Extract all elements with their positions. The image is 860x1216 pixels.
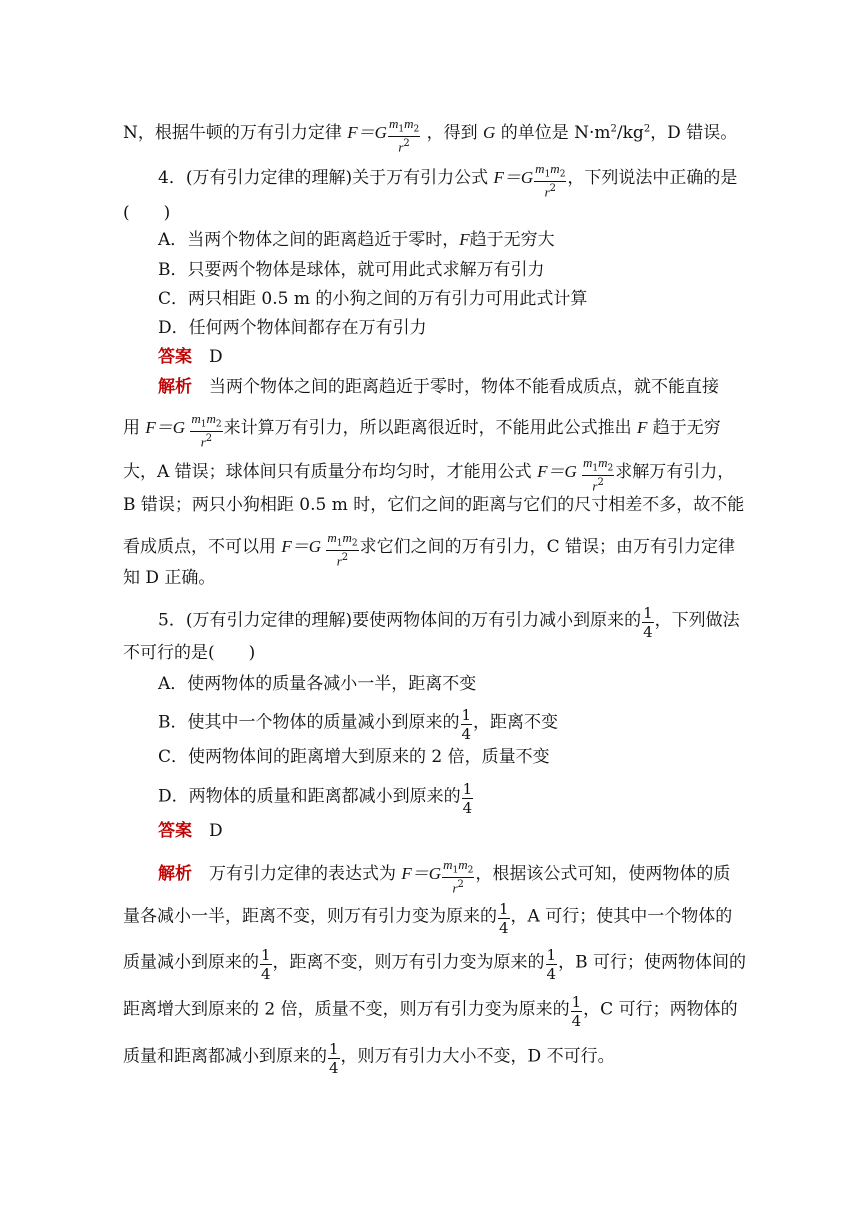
text-segment: ，A 可行；使其中一个物体的 bbox=[510, 906, 733, 927]
question-5-explanation-line-5 bbox=[123, 1040, 743, 1077]
text-segment: 趋于无穷大 bbox=[469, 230, 555, 250]
text-segment: ，B 可行；使两物体间的 bbox=[558, 952, 746, 973]
question-5-heading-line-2: 不可行的是( ) bbox=[123, 643, 256, 663]
text-segment: N，根据牛顿的万有引力定律 bbox=[123, 122, 342, 143]
text-segment: 的单位是 N·m bbox=[500, 122, 611, 143]
text-segment: 看成质点，不可以用 bbox=[123, 536, 276, 557]
question-5-option-b bbox=[158, 706, 778, 743]
question-4-option-b: B．只要两个物体是球体，就可用此式求解万有引力 bbox=[158, 260, 545, 280]
text-segment: 用 bbox=[123, 417, 140, 438]
fraction-m1m2-over-r2: $\frac{m_1m_2}{r^2}$ bbox=[583, 455, 614, 493]
explanation-label: 解析 bbox=[158, 377, 192, 397]
text-segment: 4．(万有引力定律的理解)关于万有引力公式 bbox=[158, 167, 489, 188]
question-4-explanation-line-4: B 错误；两只小狗相距 0.5 m 时，它们之间的距离与它们的尺寸相差不多，故不能 bbox=[123, 495, 745, 515]
question-5-option-a: A．使两物体的质量各减小一半，距离不变 bbox=[158, 674, 477, 694]
fraction-one-quarter: $\frac{1}{4}$ bbox=[546, 946, 557, 983]
text-segment: ，下列说法中正确的是 bbox=[567, 167, 738, 188]
text-segment: ，距离不变 bbox=[473, 712, 559, 733]
formula-lhs: F＝G bbox=[493, 167, 534, 187]
formula-lhs: F＝G bbox=[281, 536, 326, 556]
formula-lhs: F＝G bbox=[401, 863, 442, 883]
var-G: G bbox=[483, 122, 496, 142]
text-segment: 质量和距离都减小到原来的 bbox=[123, 1046, 327, 1067]
text-segment: 求解万有引力， bbox=[615, 461, 735, 482]
answer-label: 答案 bbox=[158, 347, 192, 367]
fraction-one-quarter: $\frac{1}{4}$ bbox=[461, 706, 472, 743]
var-F: F bbox=[459, 230, 470, 249]
formula-lhs: F＝G bbox=[537, 461, 582, 481]
answer-value: D bbox=[209, 347, 223, 367]
fraction-m1m2-over-r2: $\frac{m_1m_2}{r^2}$ bbox=[327, 530, 358, 568]
question-4-explanation-line-6: 知 D 正确。 bbox=[123, 568, 216, 588]
question-5-explanation-line-3 bbox=[123, 946, 746, 983]
answer-value: D bbox=[209, 821, 223, 841]
text-segment: ，距离不变，则万有引力变为原来的 bbox=[272, 952, 545, 973]
question-5-option-d bbox=[158, 780, 778, 817]
text-segment: 趋于无穷 bbox=[652, 417, 721, 438]
text-segment: 5．(万有引力定律的理解)要使两物体间的万有引力减小到原来的 bbox=[158, 610, 642, 631]
text-segment: 距离增大到原来的 2 倍，质量不变，则万有引力变为原来的 bbox=[123, 999, 570, 1020]
question-4-option-d: D．任何两个物体间都存在万有引力 bbox=[158, 318, 427, 338]
question-4-option-c: C．两只相距 0.5 m 的小狗之间的万有引力可用此式计算 bbox=[158, 289, 588, 309]
text-segment: 量各减小一半，距离不变，则万有引力变为原来的 bbox=[123, 906, 497, 927]
answer-label: 答案 bbox=[158, 821, 192, 841]
question-4-explanation-line-3 bbox=[123, 454, 743, 491]
fraction-m1m2-over-r2: $\frac{m_1m_2}{r^2}$ bbox=[191, 411, 222, 449]
text-segment: 求它们之间的万有引力，C 错误；由万有引力定律 bbox=[359, 536, 735, 557]
fraction-m1m2-over-r2: $\frac{m_1m_2}{r^2}$ bbox=[535, 161, 566, 199]
formula-lhs: F＝G bbox=[145, 417, 190, 437]
question-5-explanation-line-1 bbox=[158, 856, 778, 893]
text-line-1 bbox=[123, 115, 743, 152]
question-5-heading bbox=[158, 604, 778, 641]
exponent: 2 bbox=[643, 123, 651, 135]
text-segment: 万有引力定律的表达式为 bbox=[209, 863, 396, 884]
question-4-heading bbox=[158, 160, 778, 197]
text-segment: ，C 可行；两物体的 bbox=[583, 999, 738, 1020]
text-segment: 大，A 错误；球体间只有质量分布均匀时，才能用公式 bbox=[123, 461, 532, 482]
question-4-answer-blank: ( ) bbox=[123, 203, 171, 223]
question-5-explanation-line-2 bbox=[123, 900, 743, 937]
question-4-answer bbox=[158, 346, 778, 368]
fraction-one-quarter: $\frac{1}{4}$ bbox=[643, 604, 653, 641]
text-segment: 质量减小到原来的 bbox=[123, 952, 259, 973]
question-4-explanation-line-2 bbox=[123, 410, 743, 447]
explanation-label: 解析 bbox=[158, 863, 192, 884]
text-segment: ，根据该公式可知，使两物体的质 bbox=[475, 863, 731, 884]
text-segment: /kg bbox=[616, 122, 644, 143]
fraction-one-quarter: $\frac{1}{4}$ bbox=[571, 993, 582, 1030]
text-segment: 当两个物体之间的距离趋近于零时，物体不能看成质点，就不能直接 bbox=[209, 377, 719, 397]
text-segment: ，下列做法 bbox=[654, 610, 740, 631]
formula-lhs: F＝G bbox=[347, 122, 387, 142]
question-5-option-c: C．使两物体间的距离增大到原来的 2 倍，质量不变 bbox=[158, 747, 550, 767]
question-4-explanation-line-1 bbox=[158, 376, 778, 398]
question-4-option-a bbox=[158, 229, 778, 251]
var-F: F bbox=[636, 417, 648, 437]
text-segment: ，则万有引力大小不变，D 不可行。 bbox=[340, 1046, 615, 1067]
text-segment: B．使其中一个物体的质量减小到原来的 bbox=[158, 712, 460, 733]
fraction-m1m2-over-r2: $\frac{m_1m_2}{r^2}$ bbox=[388, 116, 420, 154]
fraction-one-quarter: $\frac{1}{4}$ bbox=[329, 1040, 339, 1077]
question-5-explanation-line-4 bbox=[123, 993, 743, 1030]
fraction-one-quarter: $\frac{1}{4}$ bbox=[462, 780, 473, 817]
question-5-answer bbox=[158, 820, 778, 842]
text-segment: 来计算万有引力，所以距离很近时，不能用此公式推出 bbox=[223, 417, 632, 438]
text-segment: ，D 错误。 bbox=[650, 122, 738, 143]
question-4-explanation-line-5 bbox=[123, 529, 743, 566]
fraction-one-quarter: $\frac{1}{4}$ bbox=[499, 900, 509, 937]
text-segment: ，得到 bbox=[426, 122, 478, 143]
fraction-one-quarter: $\frac{1}{4}$ bbox=[261, 946, 271, 983]
fraction-m1m2-over-r2: $\frac{m_1m_2}{r^2}$ bbox=[443, 857, 474, 895]
text-segment: A．当两个物体之间的距离趋近于零时， bbox=[158, 230, 460, 250]
text-segment: D．两物体的质量和距离都减小到原来的 bbox=[158, 786, 461, 807]
exponent: 2 bbox=[610, 123, 617, 135]
